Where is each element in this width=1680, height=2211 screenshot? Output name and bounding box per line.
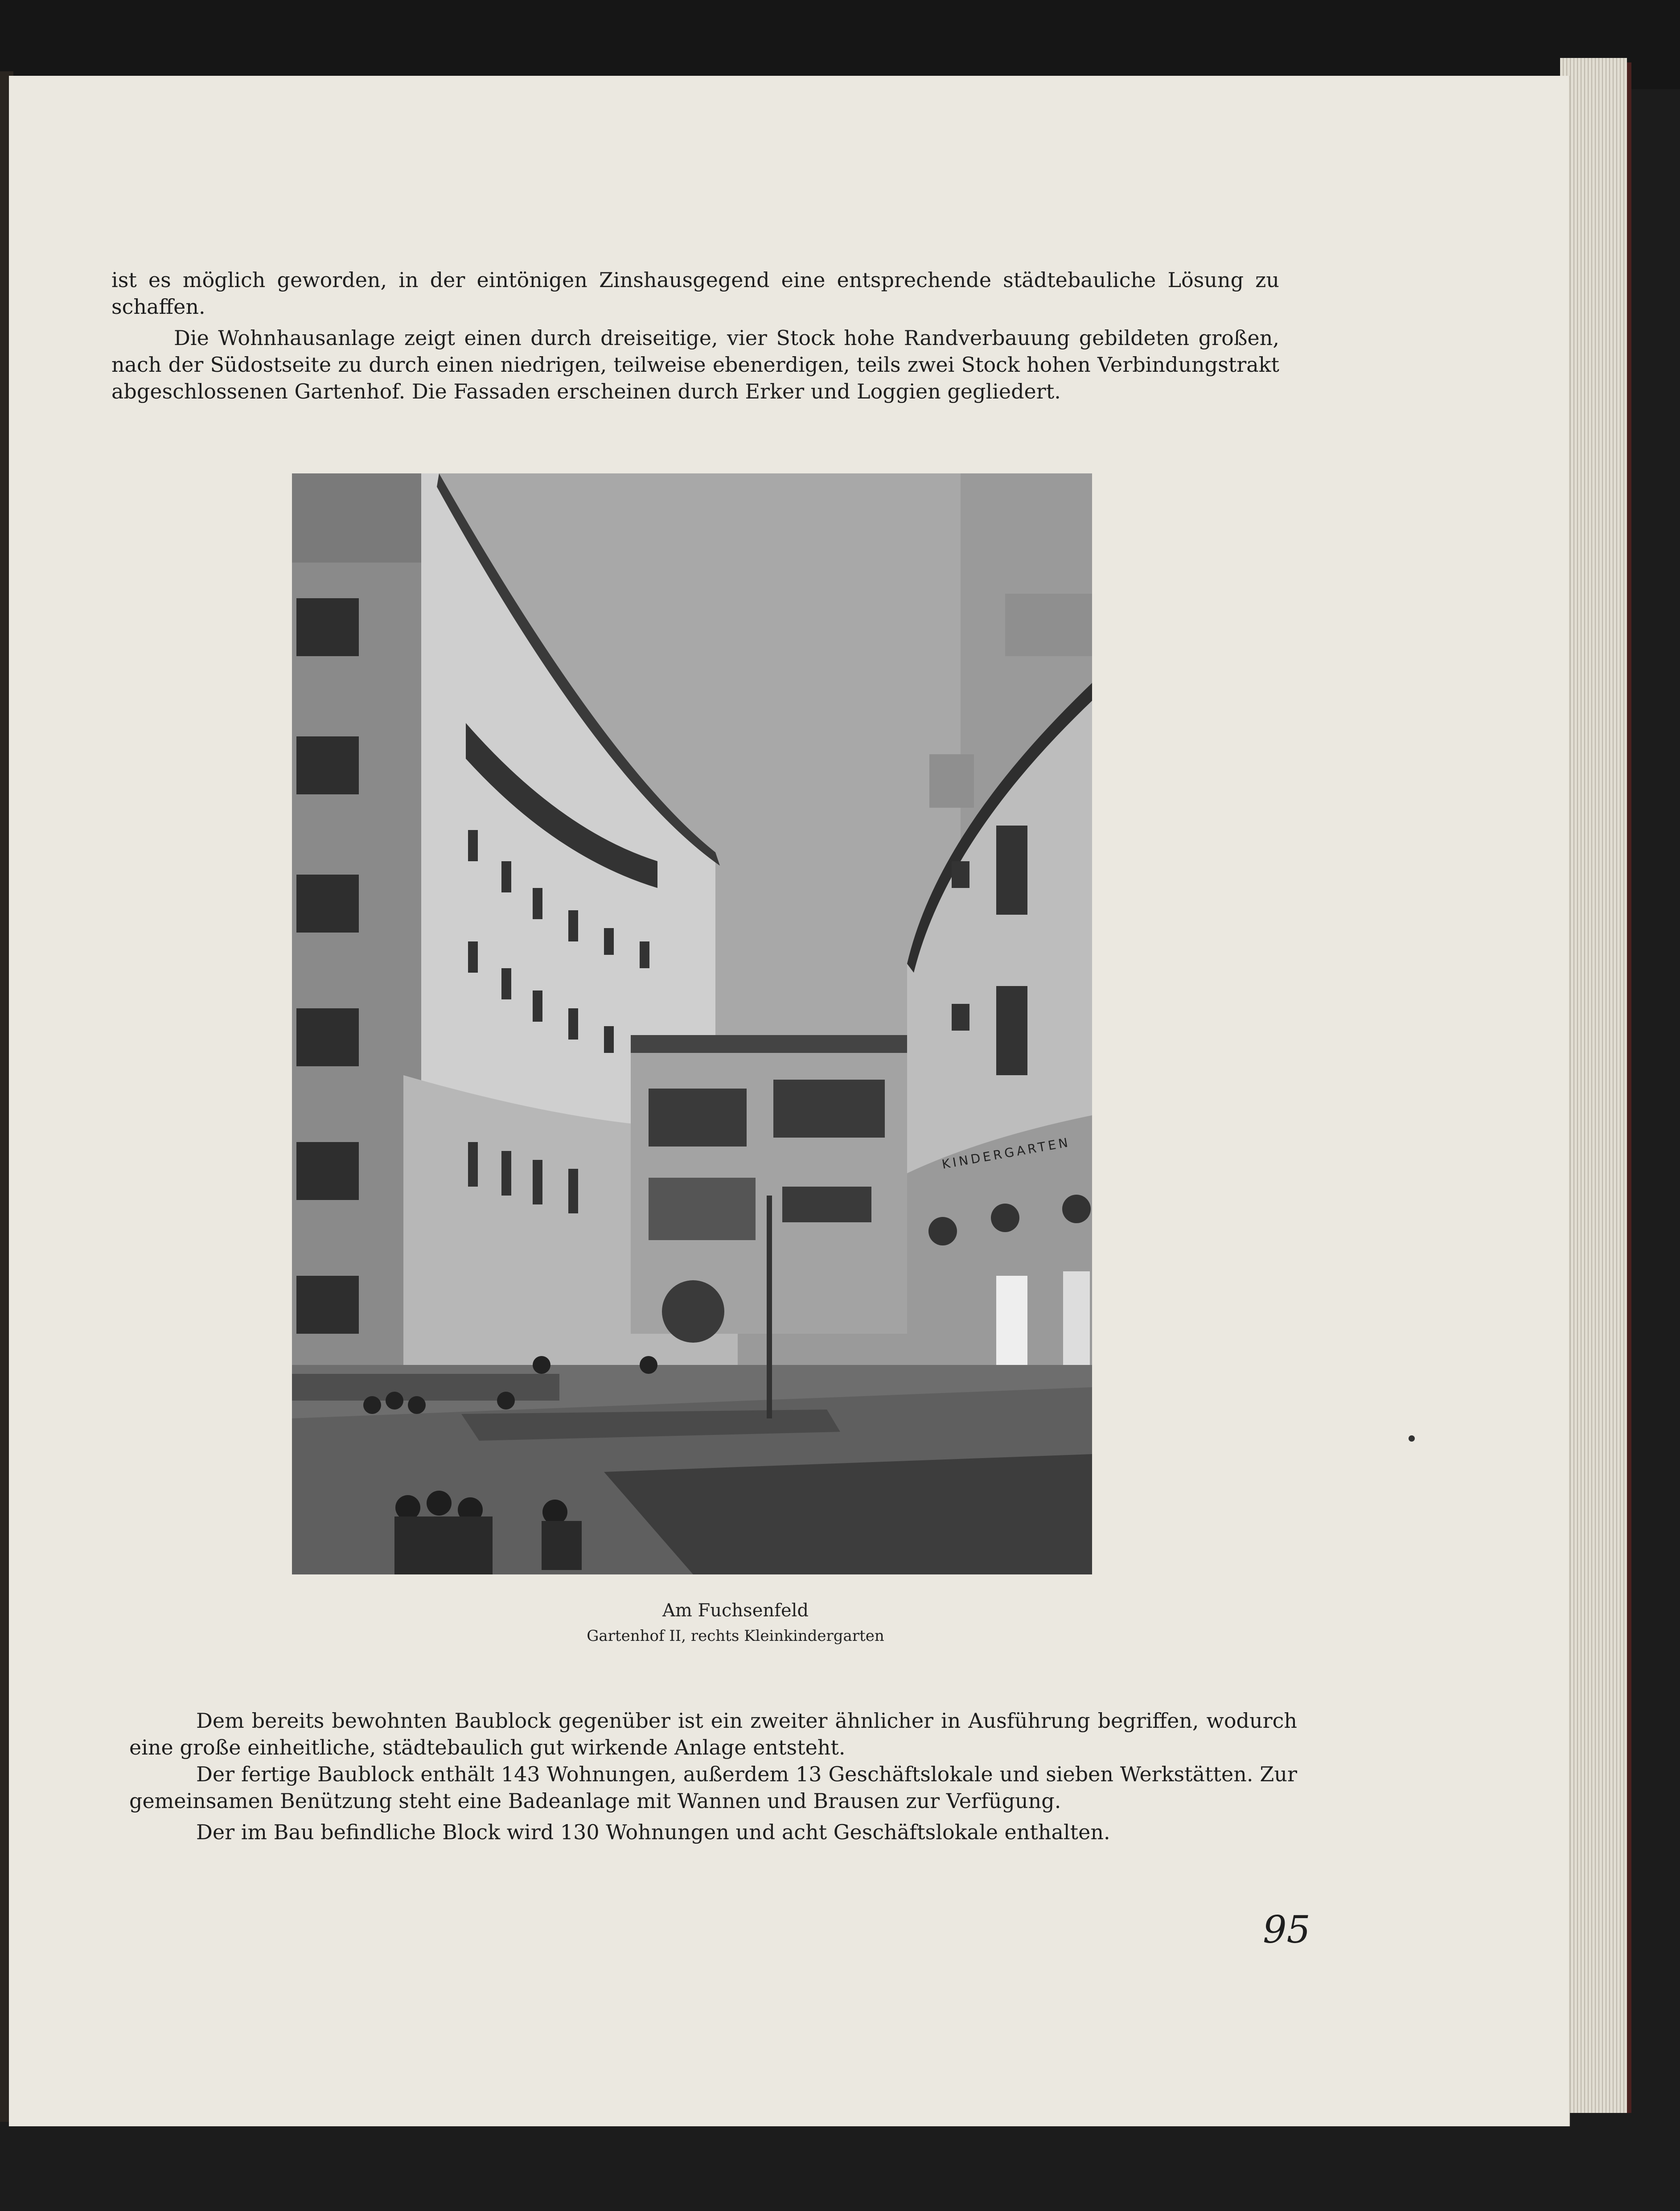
photo-caption-subtitle: Gartenhof II, rechts Kleinkindergarten (587, 1627, 884, 1645)
photo-caption-title: Am Fuchsenfeld (662, 1600, 809, 1621)
kindergarten-sign: KINDERGARTEN (941, 1134, 1072, 1172)
paragraph-intro: ist es möglich geworden, in der eintönigen Zinshausgegend eine entsprechende städtebauliche Lösung zu schaffen. (111, 268, 1279, 319)
page-number: 95 (1263, 1908, 1310, 1952)
paragraph-apartment-count: Der fertige Baublock enthält 143 Wohnungen, außerdem 13 Geschäftslokale und sieben Werkstätten. Zur gemeinsamen Benützung steht eine Badeanlage mit Wannen und Brausen zur Verfügung. (129, 1762, 1297, 1813)
dust-speck (1409, 1435, 1415, 1442)
courtyard-photo (292, 473, 1092, 1574)
paragraph-housing-description: Die Wohnhausanlage zeigt einen durch dreiseitige, vier Stock hohe Randverbauung gebildeten großen, nach der Südostseite zu durch einen niedrigen, teilweise ebenerdigen, teils zwei Stock hohen Verbindungstrakt abgeschlossenen Gartenhof. Die Fassaden erscheinen durch Erker und Loggien gegliedert. (111, 326, 1279, 403)
paragraph-second-block: Dem bereits bewohnten Baublock gegenüber ist ein zweiter ähnlicher in Ausführung begriffen, wodurch eine große einheitliche, städtebaulich gut wirkende Anlage entsteht. (129, 1709, 1297, 1759)
paragraph-block-under-construction: Der im Bau befindliche Block wird 130 Wohnungen und acht Geschäftslokale enthalten. (196, 1820, 1110, 1844)
page-stack-edges (1560, 58, 1627, 2113)
